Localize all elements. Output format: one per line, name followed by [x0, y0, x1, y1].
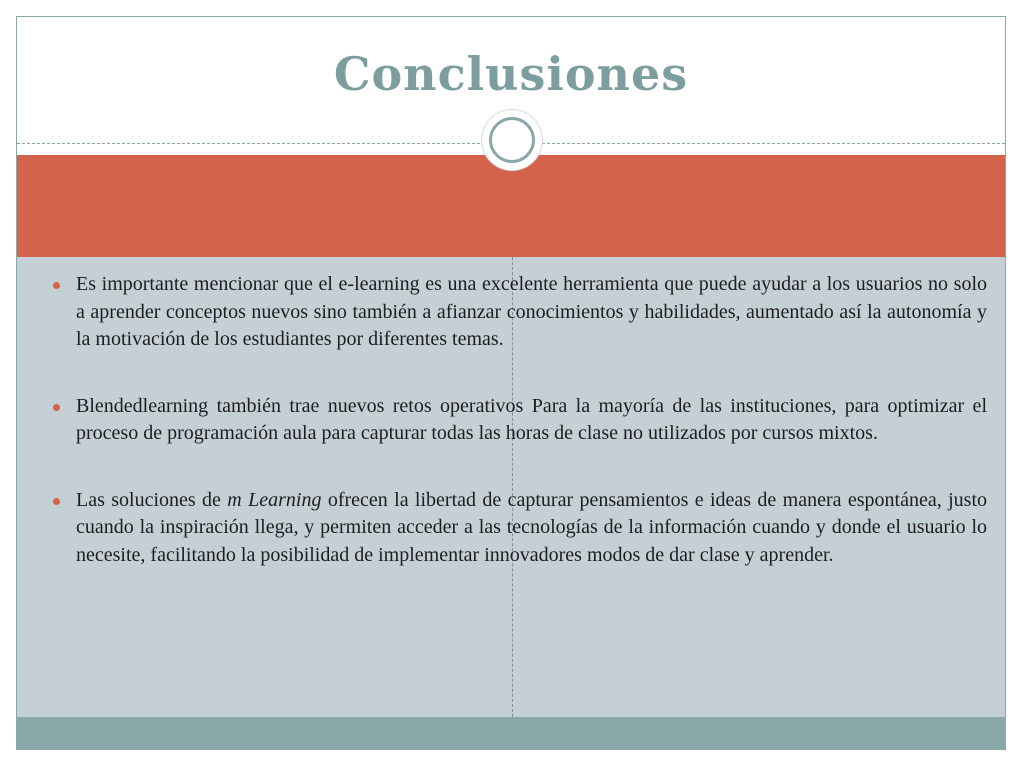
bullet-text-part: Las soluciones de	[76, 488, 228, 511]
bullet-text-part: Es importante mencionar que el e-learning es una excelente herramienta que puede ayudar a los usuarios no solo a aprender conceptos nuevos sino también a afianzar conocimientos y habilidades, aumentado así la autonomía y la motivación de los estudiantes por diferentes temas.	[76, 273, 987, 350]
slide	[16, 16, 1006, 750]
bullet-text	[76, 273, 987, 350]
bullet-text-part: Blendedlearning también trae nuevos retos operativos Para la mayoría de las instituciones, para optimizar el proceso de programación aula para capturar todas las horas de clase no utilizados por cursos mixtos.	[76, 394, 987, 444]
bullet-text	[76, 395, 987, 445]
bullet-emphasis: m Learning	[227, 488, 322, 511]
bullet-text-part: ofrecen la libertad de capturar pensamientos e ideas de manera espontánea, justo cuando la inspiración llega, y permiten acceder a las tecnologías de la información cuando y donde el usuario lo necesite, facilitando la posibilidad de implementar innovadores modos de dar clase y aprender.	[76, 488, 987, 566]
circle-ornament-icon	[482, 110, 542, 170]
slide-title: Conclusiones	[333, 47, 689, 101]
bullet-text	[76, 489, 987, 566]
bullet-dot-icon	[53, 282, 60, 289]
bullet-item	[51, 393, 987, 448]
bullet-item	[51, 271, 987, 354]
accent-band	[17, 155, 1005, 257]
footer-band	[17, 717, 1005, 750]
bullet-list	[51, 271, 987, 608]
bullet-item	[51, 487, 987, 570]
bullet-dot-icon	[53, 498, 60, 505]
bullet-dot-icon	[53, 404, 60, 411]
circle-ring	[489, 117, 535, 163]
